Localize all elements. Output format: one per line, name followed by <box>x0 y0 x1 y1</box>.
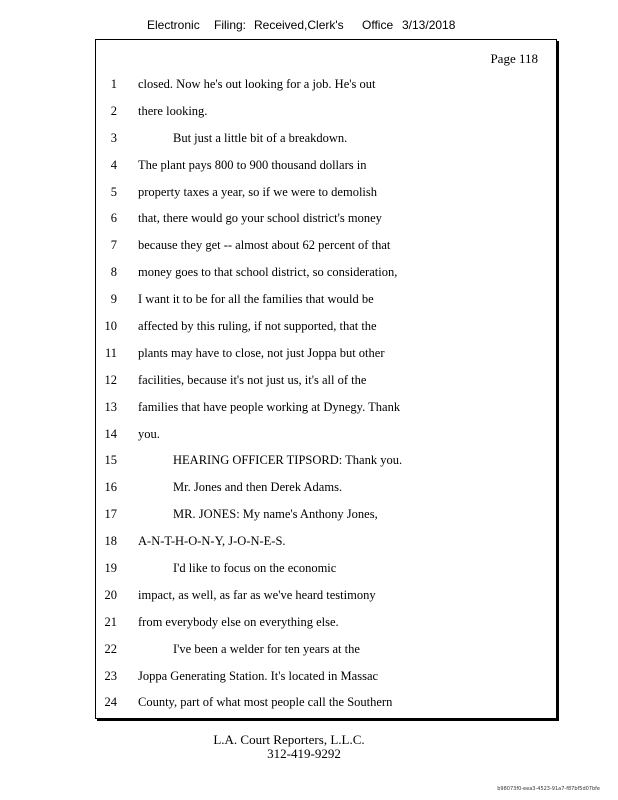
line-text: Joppa Generating Station. It's located in Massac <box>138 668 379 683</box>
transcript-line <box>96 264 556 291</box>
line-number: 8 <box>110 265 117 280</box>
line-number: 6 <box>110 211 117 226</box>
line-text: families that have people working at Dynegy. Thank <box>138 399 401 414</box>
line-text: County, part of what most people call the Southern <box>138 695 393 710</box>
filing-office-label: Office <box>362 18 394 32</box>
transcript-line <box>96 668 556 695</box>
transcript-line <box>96 479 556 506</box>
line-text: Mr. Jones and then Derek Adams. <box>173 480 343 495</box>
line-text: I'd like to focus on the economic <box>173 561 337 576</box>
line-number: 2 <box>110 103 117 118</box>
line-number: 17 <box>104 507 117 522</box>
line-text: HEARING OFFICER TIPSORD: Thank you. <box>173 453 403 468</box>
line-number: 10 <box>104 319 117 334</box>
line-text: from everybody else on everything else. <box>138 614 339 629</box>
transcript-line <box>96 237 556 264</box>
transcript-line <box>96 291 556 318</box>
line-number: 21 <box>104 614 117 629</box>
transcript-line <box>96 506 556 533</box>
transcript-line <box>96 372 556 399</box>
line-number: 18 <box>104 534 117 549</box>
transcript-line <box>96 345 556 372</box>
document-id: b98073f0-eea3-4523-91a7-f87bf5d07bfe <box>497 786 600 792</box>
line-number: 4 <box>110 157 117 172</box>
transcript-line <box>96 452 556 479</box>
transcript-line <box>96 130 556 157</box>
transcript-line <box>96 533 556 560</box>
line-number: 23 <box>104 668 117 683</box>
line-text: I've been a welder for ten years at the <box>173 641 360 656</box>
line-text: affected by this ruling, if not supported, that the <box>138 319 377 334</box>
transcript-page <box>95 39 557 719</box>
transcript-line <box>96 318 556 345</box>
transcript-line <box>96 210 556 237</box>
line-text: plants may have to close, not just Joppa but other <box>138 345 385 360</box>
line-number: 20 <box>104 587 117 602</box>
line-text: you. <box>138 426 160 441</box>
line-text: there looking. <box>138 103 208 118</box>
reporter-company: L.A. Court Reporters, L.L.C. <box>213 732 365 747</box>
line-number: 19 <box>104 561 117 576</box>
line-number: 13 <box>104 399 117 414</box>
line-text: MR. JONES: My name's Anthony Jones, <box>173 507 378 522</box>
reporter-phone: 312-419-9292 <box>267 746 341 761</box>
line-text: property taxes a year, so if we were to demolish <box>138 184 378 199</box>
line-text: because they get -- almost about 62 percent of that <box>138 238 391 253</box>
line-number: 5 <box>110 184 117 199</box>
line-text: impact, as well, as far as we've heard testimony <box>138 587 376 602</box>
transcript-line <box>96 614 556 641</box>
filing-received-label: Received,Clerk's <box>254 18 344 32</box>
transcript-line <box>96 587 556 614</box>
line-number: 7 <box>110 238 117 253</box>
line-text: that, there would go your school district's money <box>138 211 382 226</box>
line-text: A-N-T-H-O-N-Y, J-O-N-E-S. <box>138 534 286 549</box>
line-number: 14 <box>104 426 117 441</box>
line-number: 16 <box>104 480 117 495</box>
line-text: But just a little bit of a breakdown. <box>173 130 348 145</box>
line-number: 9 <box>110 292 117 307</box>
line-text: I want it to be for all the families that would be <box>138 292 374 307</box>
line-number: 12 <box>104 372 117 387</box>
transcript-line <box>96 184 556 211</box>
transcript-line <box>96 426 556 453</box>
line-number: 24 <box>104 695 117 710</box>
line-number: 1 <box>110 77 117 91</box>
transcript-line <box>96 641 556 668</box>
transcript-line <box>96 694 556 721</box>
line-number: 22 <box>104 641 117 656</box>
page-number: Page 118 <box>490 51 538 66</box>
line-text: facilities, because it's not just us, it's all of the <box>138 372 367 387</box>
transcript-line <box>96 157 556 184</box>
filing-date: 3/13/2018 <box>402 18 456 32</box>
transcript-line <box>96 399 556 426</box>
line-number: 15 <box>104 453 117 468</box>
transcript-line <box>96 560 556 587</box>
transcript-lines <box>96 76 556 721</box>
line-text: money goes to that school district, so consideration, <box>138 265 398 280</box>
footer <box>0 733 618 761</box>
filing-label: Filing: <box>214 18 247 32</box>
line-text: The plant pays 800 to 900 thousand dollars in <box>138 157 367 172</box>
transcript-line <box>96 103 556 130</box>
transcript-line <box>96 76 556 103</box>
line-number: 11 <box>104 345 117 360</box>
line-text: closed. Now he's out looking for a job. He's out <box>138 77 376 91</box>
filing-electronic-label: Electronic <box>147 18 200 32</box>
line-number: 3 <box>110 130 117 145</box>
